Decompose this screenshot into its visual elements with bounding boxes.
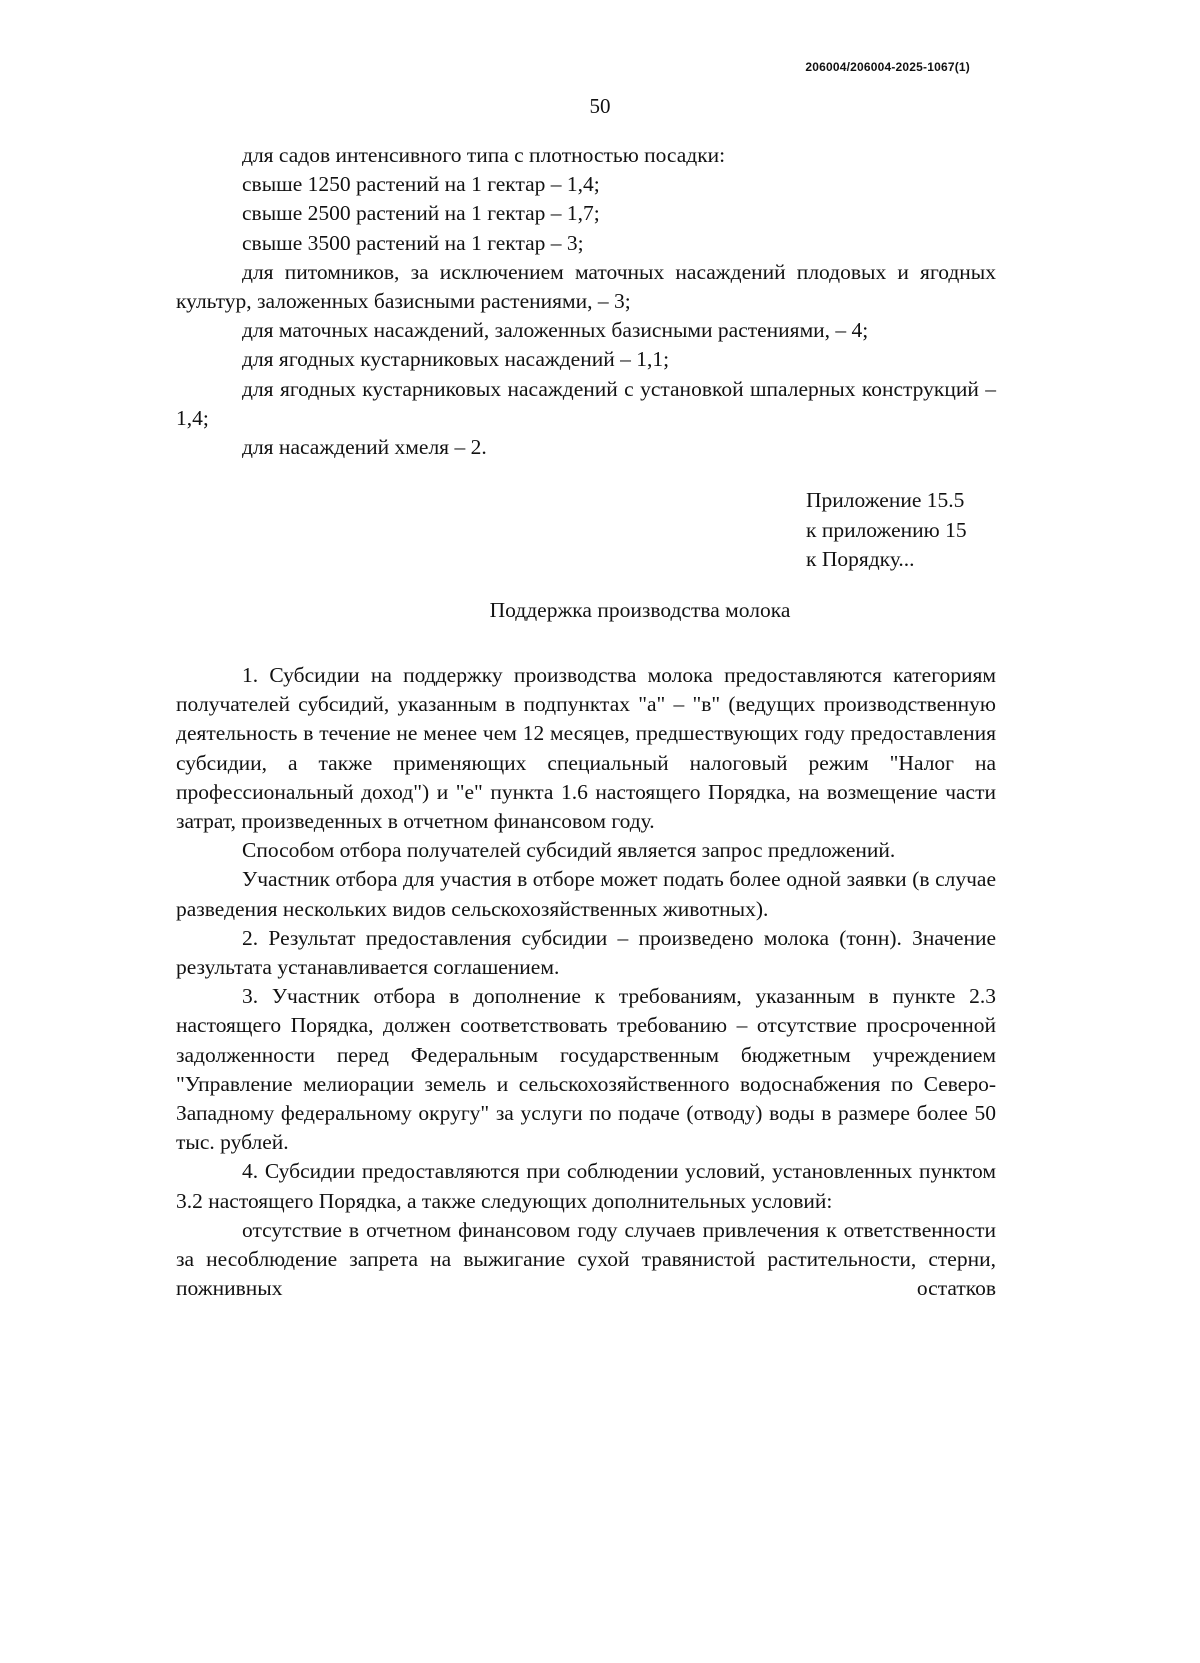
paragraph: 2. Результат предоставления субсидии – произведено молока (тонн). Значение результата устанавливается соглашением. <box>176 925 996 980</box>
paragraph: для питомников, за исключением маточных насаждений плодовых и ягодных культур, заложенных базисными растениями, – 3; <box>176 259 996 314</box>
paragraph: для ягодных кустарниковых насаждений – 1,1; <box>242 347 670 372</box>
appendix-line: Приложение 15.5 <box>806 488 965 512</box>
paragraph: свыше 3500 растений на 1 гектар – 3; <box>242 230 584 255</box>
document-id: 206004/206004-2025-1067(1) <box>805 60 970 74</box>
body-text-block <box>176 661 996 1303</box>
paragraph: 1. Субсидии на поддержку производства молока предоставляются категориям получателей субсидий, указанным в подпунктах "а" – "в" (ведущих производственную деятельность в течение не менее чем 12 месяцев, предшествующих году предоставления субсидии, а также применяющих специальный налоговый режим "Налог на профессиональный доход") и "е" пункта 1.6 настоящего Порядка, на возмещение части затрат, произведенных в отчетном финансовом году. <box>176 663 996 834</box>
paragraph: свыше 1250 растений на 1 гектар – 1,4; <box>242 172 600 197</box>
paragraph: отсутствие в отчетном финансовом году случаев привлечения к ответственности за несоблюдение запрета на выжигание сухой травянистой растительности, стерни, пожнивных остатков <box>176 1217 996 1301</box>
paragraph: Участник отбора для участия в отборе может подать более одной заявки (в случае разведения нескольких видов сельскохозяйственных животных). <box>176 867 996 921</box>
appendix-line: к Порядку... <box>806 547 915 571</box>
paragraph: Способом отбора получателей субсидий является запрос предложений. <box>242 838 896 863</box>
paragraph: 4. Субсидии предоставляются при соблюдении условий, установленных пунктом 3.2 настоящего Порядка, а также следующих дополнительных условий: <box>176 1159 996 1213</box>
section-title: Поддержка производства молока <box>489 598 791 622</box>
paragraph: для насаждений хмеля – 2. <box>242 435 487 460</box>
paragraph: для ягодных кустарниковых насаждений с установкой шпалерных конструкций – 1,4; <box>176 376 996 430</box>
appendix-line: к приложению 15 <box>806 517 967 542</box>
page-number: 50 <box>589 94 611 118</box>
paragraph: 3. Участник отбора в дополнение к требованиям, указанным в пункте 2.3 настоящего Порядка, должен соответствовать требованию – отсутствие просроченной задолженности перед Федеральным государственным бюджетным учреждением "Управление мелиорации земель и сельскохозяйственного водоснабжения по Северо-Западному федеральному округу" за услуги по подаче (отводу) воды в размере более 50 тыс. рублей. <box>176 984 996 1155</box>
paragraph: для садов интенсивного типа с плотностью посадки: <box>242 143 726 167</box>
appendix-reference <box>806 486 967 575</box>
paragraph: свыше 2500 растений на 1 гектар – 1,7; <box>242 201 600 226</box>
top-text-block <box>176 141 996 462</box>
paragraph: для маточных насаждений, заложенных базисными растениями, – 4; <box>242 318 869 343</box>
